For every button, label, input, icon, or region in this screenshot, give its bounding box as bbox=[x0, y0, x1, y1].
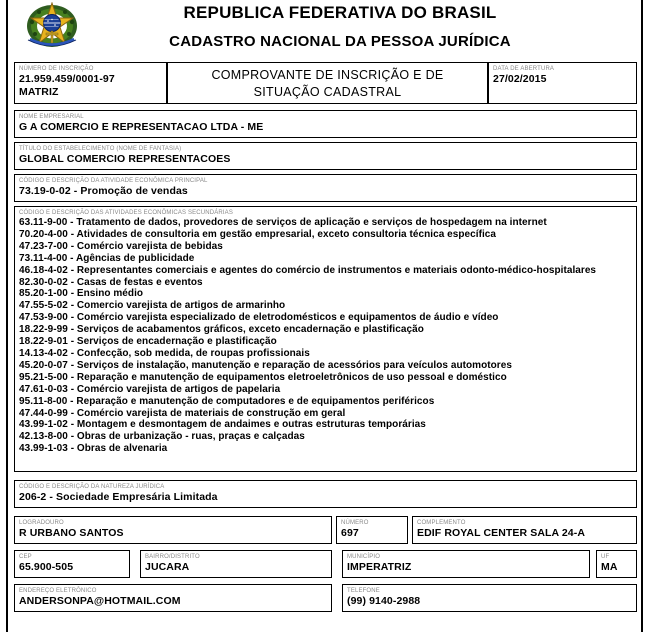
uf-label: UF bbox=[601, 554, 610, 560]
atividades-secundarias-list bbox=[15, 217, 636, 457]
field-municipio bbox=[342, 550, 590, 578]
municipio-label: MUNICÍPIO bbox=[347, 554, 381, 560]
logradouro-label: LOGRADOURO bbox=[19, 520, 64, 526]
field-data-abertura bbox=[488, 62, 637, 104]
atividades-secundarias-label: CÓDIGO E DESCRIÇÃO DAS ATIVIDADES ECONÔMICAS SECUNDÁRIAS bbox=[19, 210, 233, 216]
field-nome-empresarial bbox=[14, 110, 637, 138]
data-abertura-value: 27/02/2015 bbox=[493, 73, 547, 85]
nome-empresarial-label: NOME EMPRESARIAL bbox=[19, 114, 84, 120]
field-atividade-principal bbox=[14, 174, 637, 202]
complemento-value: EDIF ROYAL CENTER SALA 24-A bbox=[417, 527, 586, 539]
document-type-line-1: COMPROVANTE DE INSCRIÇÃO E DE bbox=[211, 68, 444, 82]
field-logradouro bbox=[14, 516, 332, 544]
atividade-secundaria-item: 70.20-4-00 - Atividades de consultoria em gestão empresarial, exceto consultoria técnica específica bbox=[19, 228, 496, 240]
page-title: REPUBLICA FEDERATIVA DO BRASIL bbox=[183, 3, 497, 22]
titulo-estabelecimento-value: GLOBAL COMERCIO REPRESENTACOES bbox=[19, 153, 231, 165]
header-titles bbox=[90, 0, 590, 50]
numero-inscricao-tipo: MATRIZ bbox=[19, 86, 59, 98]
atividade-secundaria-item: 73.11-4-00 - Agências de publicidade bbox=[19, 252, 195, 264]
atividade-secundaria-item: 63.11-9-00 - Tratamento de dados, provedores de serviços de aplicação e serviços de hospedagem na internet bbox=[19, 217, 547, 228]
natureza-juridica-label: CÓDIGO E DESCRIÇÃO DA NATUREZA JURÍDICA bbox=[19, 484, 165, 490]
natureza-juridica-value: 206-2 - Sociedade Empresária Limitada bbox=[19, 491, 218, 503]
atividade-secundaria-item: 47.23-7-00 - Comércio varejista de bebidas bbox=[19, 240, 223, 252]
atividade-secundaria-item: 82.30-0-02 - Casas de festas e eventos bbox=[19, 276, 203, 288]
field-titulo-estabelecimento bbox=[14, 142, 637, 170]
numero-label: NÚMERO bbox=[341, 520, 369, 526]
field-bairro bbox=[140, 550, 332, 578]
telefone-value: (99) 9140-2988 bbox=[347, 595, 421, 607]
municipio-value: IMPERATRIZ bbox=[347, 561, 412, 573]
atividade-secundaria-item: 14.13-4-02 - Confecção, sob medida, de roupas profissionais bbox=[19, 347, 310, 359]
page-subtitle: CADASTRO NACIONAL DA PESSOA JURÍDICA bbox=[169, 33, 511, 50]
field-atividades-secundarias bbox=[14, 206, 637, 472]
atividade-secundaria-item: 46.18-4-02 - Representantes comerciais e agentes do comércio de instrumentos e materiais odonto-médico-hospitalares bbox=[19, 264, 597, 276]
field-numero bbox=[336, 516, 408, 544]
endereco-eletronico-label: ENDEREÇO ELETRÔNICO bbox=[19, 588, 97, 594]
complemento-label: COMPLEMENTO bbox=[417, 520, 466, 526]
bairro-label: BAIRRO/DISTRITO bbox=[145, 554, 200, 560]
atividade-secundaria-item: 18.22-9-99 - Serviços de acabamentos gráficos, exceto encadernação e plastificação bbox=[19, 324, 424, 336]
atividade-principal-value: 73.19-0-02 - Promoção de vendas bbox=[19, 185, 188, 197]
field-complemento bbox=[412, 516, 637, 544]
atividade-secundaria-item: 47.61-0-03 - Comércio varejista de artigos de papelaria bbox=[19, 383, 281, 395]
atividade-secundaria-item: 85.20-1-00 - Ensino médio bbox=[19, 288, 144, 300]
bairro-value: JUCARA bbox=[145, 561, 190, 573]
atividade-secundaria-item: 95.21-5-00 - Reparação e manutenção de equipamentos eletroeletrônicos de uso pessoal e doméstico bbox=[19, 371, 507, 383]
document-header bbox=[0, 0, 660, 56]
field-natureza-juridica bbox=[14, 480, 637, 508]
atividade-secundaria-item: 43.99-1-03 - Obras de alvenaria bbox=[19, 443, 168, 455]
field-telefone bbox=[342, 584, 637, 612]
atividade-secundaria-item: 47.44-0-99 - Comércio varejista de materiais de construção em geral bbox=[19, 407, 346, 419]
nome-empresarial-value: G A COMERCIO E REPRESENTACAO LTDA - ME bbox=[19, 121, 264, 133]
document-type-line-2: SITUAÇÃO CADASTRAL bbox=[253, 85, 402, 99]
numero-value: 697 bbox=[341, 527, 359, 539]
atividade-secundaria-item: 95.11-8-00 - Reparação e manutenção de computadores e de equipamentos periféricos bbox=[19, 395, 435, 407]
atividade-secundaria-item: 47.53-9-00 - Comércio varejista especializado de eletrodomésticos e equipamentos de áudio e vídeo bbox=[19, 312, 499, 324]
uf-value: MA bbox=[601, 561, 618, 573]
cep-label: CEP bbox=[19, 554, 32, 560]
field-numero-inscricao bbox=[14, 62, 167, 104]
data-abertura-label: DATA DE ABERTURA bbox=[493, 66, 555, 72]
telefone-label: TELEFONE bbox=[347, 588, 380, 594]
atividade-secundaria-item: 47.55-5-02 - Comercio varejista de artigos de armarinho bbox=[19, 300, 286, 312]
atividade-secundaria-item: 42.13-8-00 - Obras de urbanização - ruas, praças e calçadas bbox=[19, 431, 305, 443]
atividade-principal-label: CÓDIGO E DESCRIÇÃO DA ATIVIDADE ECONÔMICA PRINCIPAL bbox=[19, 178, 208, 184]
atividade-secundaria-item: 43.99-1-02 - Montagem e desmontagem de andaimes e outras estruturas temporárias bbox=[19, 419, 426, 431]
numero-inscricao-value: 21.959.459/0001-97 bbox=[19, 73, 115, 85]
field-uf bbox=[596, 550, 637, 578]
titulo-estabelecimento-label: TÍTULO DO ESTABELECIMENTO (NOME DE FANTASIA) bbox=[19, 146, 182, 152]
brazil-coat-of-arms-icon bbox=[24, 2, 80, 54]
atividade-secundaria-item: 18.22-9-01 - Serviços de encadernação e plastificação bbox=[19, 336, 277, 348]
document-type-title-box bbox=[167, 62, 488, 104]
logradouro-value: R URBANO SANTOS bbox=[19, 527, 124, 539]
cep-value: 65.900-505 bbox=[19, 561, 74, 573]
endereco-eletronico-value: ANDERSONPA@HOTMAIL.COM bbox=[19, 595, 181, 607]
atividade-secundaria-item: 45.20-0-07 - Serviços de instalação, manutenção e reparação de acessórios para veículos automotores bbox=[19, 359, 512, 371]
numero-inscricao-label: NÚMERO DE INSCRIÇÃO bbox=[19, 66, 94, 72]
field-cep bbox=[14, 550, 130, 578]
field-endereco-eletronico bbox=[14, 584, 332, 612]
